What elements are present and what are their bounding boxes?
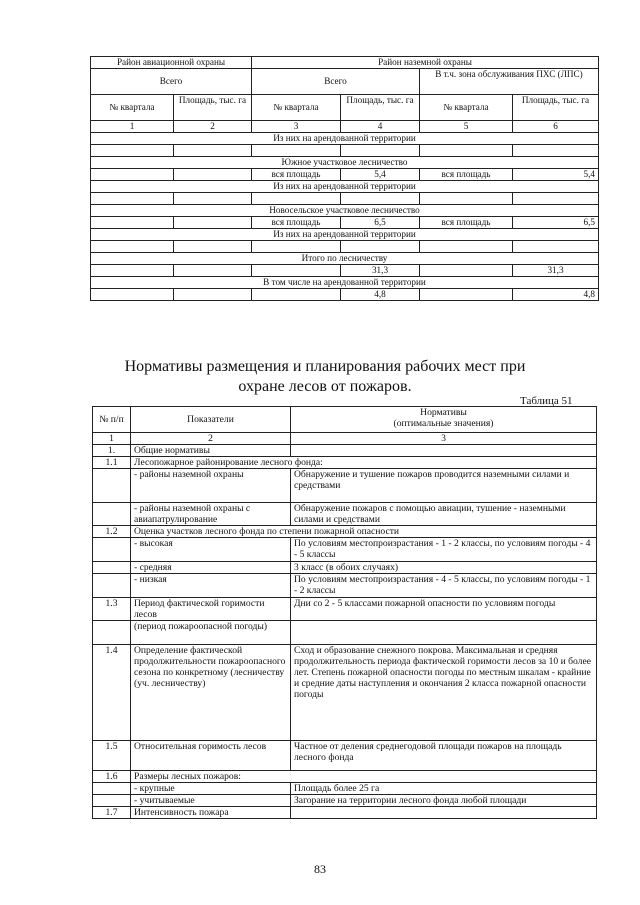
row-number: 1.2 [93, 526, 131, 538]
empty-cell [513, 241, 599, 253]
row-number [93, 469, 131, 503]
col-number: 6 [513, 121, 599, 133]
total-value: 31,3 [341, 265, 420, 277]
empty-cell [91, 193, 174, 205]
col-area-1: Площадь, тыс. га [174, 95, 252, 121]
row-norm: Обнаружение и тушение пожаров проводится наземными силами и средствами [291, 469, 597, 503]
row-norm: Частное от деления среднегодовой площади пожаров на площадь лесного фонда [291, 741, 597, 771]
header-indicators: Показатели [131, 407, 291, 433]
col-number: 5 [420, 121, 513, 133]
row-number: 1.5 [93, 741, 131, 771]
novosel-zone-area-value: 6,5 [513, 217, 599, 229]
lease-label: Из них на арендованной территории [91, 229, 599, 241]
empty-cell [91, 265, 174, 277]
empty-cell [420, 289, 513, 301]
row-indicator: - районы наземной охраны с авиапатрулирование [131, 503, 291, 526]
empty-cell [252, 193, 341, 205]
empty-cell [174, 265, 252, 277]
header-ground: Район наземной охраны [252, 57, 599, 69]
lease-label: Из них на арендованной территории [91, 133, 599, 145]
col-number: 2 [174, 121, 252, 133]
row-norm: По условиям местопроизрастания - 4 - 5 классы, по условиям погоды - 1 - 2 классы [291, 574, 597, 598]
col-number: 3 [291, 433, 597, 445]
col-kvartal-3: № квартала [420, 95, 513, 121]
header-norms-line2: (оптимальные значения) [393, 418, 494, 429]
empty-cell [174, 193, 252, 205]
row-number: 1.4 [93, 645, 131, 741]
section-heading: Нормативы размещения и планирования рабочих мест при охране лесов от пожаров. [124, 358, 526, 395]
forest-area-table [90, 56, 599, 301]
row-indicator: Размеры лесных пожаров: [131, 771, 597, 783]
all-area-label: вся площадь [420, 217, 513, 229]
row-norm [291, 621, 597, 645]
row-number [93, 795, 131, 807]
empty-cell [91, 217, 174, 229]
empty-cell [174, 289, 252, 301]
empty-cell [91, 169, 174, 181]
empty-cell [174, 241, 252, 253]
row-norm: Площадь более 25 га [291, 783, 597, 795]
empty-cell [341, 145, 420, 157]
section-south: Южное участковое лесничество [91, 157, 599, 169]
section-novosel: Новосельское участковое лесничество [91, 205, 599, 217]
empty-cell [252, 241, 341, 253]
header-aviation: Район авиационной охраны [91, 57, 252, 69]
header-norms [291, 407, 597, 433]
south-area-value: 5,4 [341, 169, 420, 181]
empty-cell [252, 265, 341, 277]
total-label: Итого по лесничеству [91, 253, 599, 265]
row-indicator: - средняя [131, 562, 291, 574]
empty-cell [420, 145, 513, 157]
lease-label: Из них на арендованной территории [91, 181, 599, 193]
row-number [93, 562, 131, 574]
header-norms-line1: Нормативы [420, 407, 467, 418]
col-kvartal-2: № квартала [252, 95, 341, 121]
row-number [93, 621, 131, 645]
empty-cell [174, 145, 252, 157]
row-indicator: Период фактической горимости лесов [131, 598, 291, 621]
row-indicator: - высокая [131, 538, 291, 562]
row-indicator: Относительная горимость лесов [131, 741, 291, 771]
empty-cell [174, 217, 252, 229]
row-number [93, 538, 131, 562]
row-number: 1.1 [93, 457, 131, 469]
row-indicator: Общие нормативы [131, 445, 291, 457]
lease-value: 4,8 [341, 289, 420, 301]
empty-cell [91, 241, 174, 253]
all-area-label: вся площадь [252, 169, 341, 181]
row-number: 1.3 [93, 598, 131, 621]
header-total-ground: Всего [252, 69, 420, 95]
row-indicator: Оценка участков лесного фонда по степени пожарной опасности [131, 526, 597, 538]
empty-cell [252, 289, 341, 301]
row-indicator: (период пожароопасной погоды) [131, 621, 291, 645]
row-indicator: Лесопожарное районирование лесного фонда: [131, 457, 597, 469]
row-norm: По условиям местопроизрастания - 1 - 2 классы, по условиям погоды - 4 - 5 классы [291, 538, 597, 562]
empty-cell [341, 193, 420, 205]
col-number: 3 [252, 121, 341, 133]
row-number [93, 574, 131, 598]
header-number: № п/п [93, 407, 131, 433]
row-norm [291, 445, 597, 457]
empty-cell [513, 193, 599, 205]
south-zone-area-value: 5,4 [513, 169, 599, 181]
novosel-area-value: 6,5 [341, 217, 420, 229]
row-number: 1. [93, 445, 131, 457]
header-zone: В т.ч. зона обслуживания ПХС (ЛПС) [420, 69, 599, 95]
row-norm: 3 класс (в обоих случаях) [291, 562, 597, 574]
empty-cell [91, 289, 174, 301]
empty-cell [91, 145, 174, 157]
table-label: Таблица 51 [520, 395, 573, 407]
row-norm: Обнаружение пожаров с помощью авиации, тушение - наземными силами и средствами [291, 503, 597, 526]
empty-cell [174, 169, 252, 181]
row-norm: Загорание на территории лесного фонда любой площади [291, 795, 597, 807]
col-area-3: Площадь, тыс. га [513, 95, 599, 121]
row-norm: Сход и образование снежного покрова. Максимальная и средняя продолжительность периода фактической горимости лесов за 10 и более лет. Степень пожарной опасности погоды по местным шкалам - крайние и средние даты наступления и окончания 2 класса пожарной опасности погоды [291, 645, 597, 741]
header-total-aviation: Всего [91, 69, 252, 95]
all-area-label: вся площадь [420, 169, 513, 181]
empty-cell [420, 241, 513, 253]
col-number: 1 [93, 433, 131, 445]
page-number: 83 [314, 862, 326, 876]
total-zone-value: 31,3 [513, 265, 599, 277]
row-indicator: - крупные [131, 783, 291, 795]
empty-cell [420, 265, 513, 277]
row-norm: Дни со 2 - 5 классами пожарной опасности по условиям погоды [291, 598, 597, 621]
col-number: 4 [341, 121, 420, 133]
empty-cell [252, 145, 341, 157]
empty-cell [341, 241, 420, 253]
incl-lease-label: В том числе на арендованной территории [91, 277, 599, 289]
col-area-2: Площадь, тыс. га [341, 95, 420, 121]
col-kvartal-1: № квартала [91, 95, 174, 121]
row-indicator: - районы наземной охраны [131, 469, 291, 503]
row-number [93, 783, 131, 795]
empty-cell [513, 145, 599, 157]
empty-cell [420, 193, 513, 205]
row-number: 1.6 [93, 771, 131, 783]
row-indicator: Определение фактической продолжительности пожароопасного сезона по конкретному (лесничеству (уч. лесничеству) [131, 645, 291, 741]
all-area-label: вся площадь [252, 217, 341, 229]
lease-zone-value: 4,8 [513, 289, 599, 301]
row-number: 1.7 [93, 807, 131, 819]
row-indicator: - учитываемые [131, 795, 291, 807]
row-indicator: - низкая [131, 574, 291, 598]
col-number: 2 [131, 433, 291, 445]
row-indicator: Интенсивность пожара [131, 807, 291, 819]
col-number: 1 [91, 121, 174, 133]
norms-table [92, 406, 597, 819]
row-norm [291, 807, 597, 819]
row-number [93, 503, 131, 526]
